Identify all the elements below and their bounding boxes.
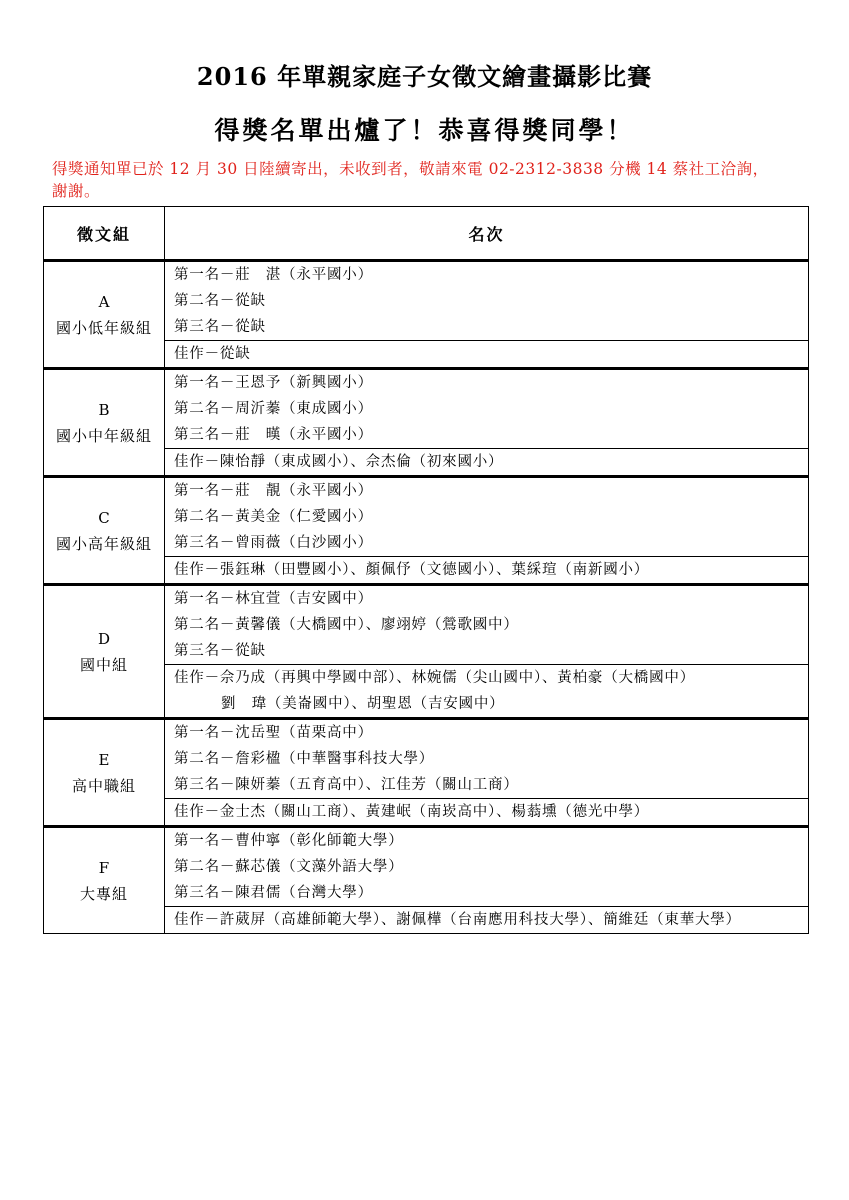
group-cell-b bbox=[44, 369, 165, 477]
group-label: 國小低年級組 bbox=[55, 318, 152, 337]
rank-line: 第三名－從缺 bbox=[174, 319, 266, 335]
results-table bbox=[43, 206, 809, 934]
notice-line-2: 謝謝。 bbox=[52, 182, 101, 200]
entries-cell-a bbox=[165, 261, 809, 369]
group-cell-c bbox=[44, 477, 165, 585]
rank-line: 第三名－從缺 bbox=[174, 643, 266, 659]
rank-line: 第一名－曹仲寧（彰化師範大學） bbox=[174, 833, 404, 849]
table-header-row bbox=[44, 207, 809, 261]
group-code: C bbox=[98, 508, 110, 527]
rank-line: 第一名－莊 湛（永平國小） bbox=[174, 267, 373, 283]
rank-line: 第一名－莊 靚（永平國小） bbox=[174, 483, 373, 499]
group-code: B bbox=[98, 400, 110, 419]
honorable-block bbox=[165, 798, 808, 825]
honorable-line-continued: 劉 瑋（美崙國中）、胡聖恩（吉安國中） bbox=[221, 696, 505, 712]
group-code: F bbox=[98, 858, 110, 877]
group-code: A bbox=[98, 292, 110, 311]
group-cell-f bbox=[44, 827, 165, 934]
group-label: 高中職組 bbox=[71, 776, 136, 795]
header-group: 徵文組 bbox=[44, 207, 165, 261]
table-row-group-f bbox=[44, 827, 809, 934]
honorable-line: 佳作－佘乃成（再興中學國中部）、林婉儒（尖山國中）、黃柏豪（大橋國中） bbox=[174, 670, 695, 686]
rank-line: 第一名－沈岳聖（苗栗高中） bbox=[174, 725, 373, 741]
notice-line-1: 得獎通知單已於 12 月 30 日陸續寄出，未收到者，敬請來電 02-2312-3838 分機 14 蔡社工洽詢， bbox=[52, 160, 769, 178]
honorable-line: 佳作－許葳屏（高雄師範大學）、謝佩樺（台南應用科技大學）、簡維廷（東華大學） bbox=[174, 912, 741, 928]
rank-line: 第二名－周沂蓁（東成國小） bbox=[174, 401, 373, 417]
honorable-line: 佳作－金士杰（關山工商）、黃建岷（南崁高中）、楊蓊壎（德光中學） bbox=[174, 804, 650, 820]
entries-cell-b bbox=[165, 369, 809, 477]
group-cell-e bbox=[44, 719, 165, 827]
table-row-group-e bbox=[44, 719, 809, 827]
group-code: E bbox=[98, 750, 110, 769]
header-rank: 名次 bbox=[165, 207, 809, 261]
honorable-line: 佳作－從缺 bbox=[174, 346, 251, 362]
page-subtitle: 得獎名單出爐了！恭喜得獎同學！ bbox=[214, 116, 635, 145]
group-code: D bbox=[97, 629, 111, 648]
honorable-block bbox=[165, 448, 808, 475]
group-cell-a bbox=[44, 261, 165, 369]
rank-line: 第二名－黃美金（仁愛國小） bbox=[174, 509, 373, 525]
notice-text bbox=[52, 158, 812, 202]
entries-cell-d bbox=[165, 585, 809, 719]
table-row-group-b bbox=[44, 369, 809, 477]
rank-line: 第一名－王恩予（新興國小） bbox=[174, 375, 373, 391]
group-label: 大專組 bbox=[79, 884, 128, 903]
rank-line: 第三名－曾雨薇（白沙國小） bbox=[174, 535, 373, 551]
group-label: 國中組 bbox=[79, 655, 128, 674]
entries-cell-e bbox=[165, 719, 809, 827]
rank-line: 第二名－從缺 bbox=[174, 293, 266, 309]
group-label: 國小中年級組 bbox=[55, 426, 152, 445]
entries-cell-f bbox=[165, 827, 809, 934]
group-cell-d bbox=[44, 585, 165, 719]
honorable-block bbox=[165, 340, 808, 367]
honorable-block bbox=[165, 556, 808, 583]
rank-line: 第二名－蘇芯儀（文藻外語大學） bbox=[174, 859, 404, 875]
table-row-group-d bbox=[44, 585, 809, 719]
rank-line: 第三名－陳君儒（台灣大學） bbox=[174, 885, 373, 901]
honorable-block bbox=[165, 664, 808, 717]
rank-line: 第二名－詹彩楹（中華醫事科技大學） bbox=[174, 751, 435, 767]
table-row-group-c bbox=[44, 477, 809, 585]
rank-line: 第一名－林宜萱（吉安國中） bbox=[174, 591, 373, 607]
page-title: 2016 年單親家庭子女徵文繪畫攝影比賽 bbox=[196, 62, 653, 91]
honorable-line: 佳作－陳怡靜（東成國小）、佘杰倫（初來國小） bbox=[174, 454, 504, 470]
rank-line: 第三名－莊 暵（永平國小） bbox=[174, 427, 373, 443]
rank-line: 第三名－陳妍蓁（五育高中）、江佳芳（關山工商） bbox=[174, 777, 519, 793]
rank-line: 第二名－黃馨儀（大橋國中）、廖翊婷（鶯歌國中） bbox=[174, 617, 519, 633]
table-row-group-a bbox=[44, 261, 809, 369]
entries-cell-c bbox=[165, 477, 809, 585]
honorable-block bbox=[165, 906, 808, 933]
group-label: 國小高年級組 bbox=[55, 534, 152, 553]
honorable-line: 佳作－張鈺琳（田豐國小）、顏佩伃（文德國小）、葉綵瑄（南新國小） bbox=[174, 562, 650, 578]
